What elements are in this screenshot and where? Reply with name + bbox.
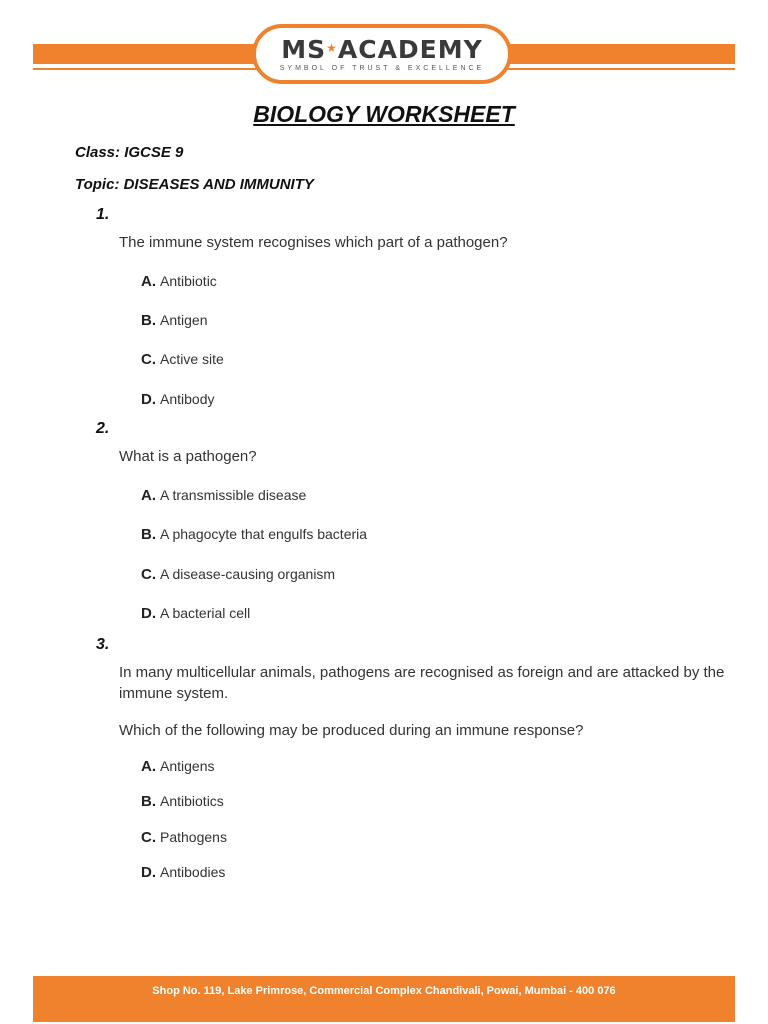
option: C. Active site (141, 351, 224, 368)
question-number: 3. (96, 636, 110, 653)
option: A. Antigens (141, 758, 215, 775)
question-stem: What is a pathogen? (119, 448, 257, 465)
class-line: Class: IGCSE 9 (75, 144, 184, 161)
question-number: 1. (96, 206, 110, 223)
option: D. Antibodies (141, 864, 226, 881)
question-number: 2. (96, 420, 110, 437)
logo-name: MS★ACADEMY (281, 35, 483, 64)
worksheet-title: BIOLOGY WORKSHEET (253, 101, 515, 127)
academy-logo (252, 24, 512, 84)
question-prompt: Which of the following may be produced during an immune response? (119, 722, 584, 739)
option: C. Pathogens (141, 829, 227, 846)
option: A. A transmissible disease (141, 487, 307, 504)
option: D. Antibody (141, 391, 215, 408)
option: B. Antibiotics (141, 793, 224, 810)
option: B. A phagocyte that engulfs bacteria (141, 526, 368, 543)
option: D. A bacterial cell (141, 605, 251, 622)
question-stem: In many multicellular animals, pathogens are recognised as foreign and are attacked by the immune system. (119, 664, 725, 702)
footer-address: Shop No. 119, Lake Primrose, Commercial Complex Chandivali, Powai, Mumbai - 400 076 (33, 976, 735, 1022)
option: C. A disease-causing organism (141, 566, 336, 583)
question-stem: The immune system recognises which part of a pathogen? (119, 234, 508, 251)
option: B. Antigen (141, 312, 208, 329)
star-icon: ★ (326, 41, 338, 55)
topic-line: Topic: DISEASES AND IMMUNITY (75, 176, 314, 193)
option: A. Antibiotic (141, 273, 217, 290)
logo-tagline: SYMBOL OF TRUST & EXCELLENCE (279, 65, 485, 72)
